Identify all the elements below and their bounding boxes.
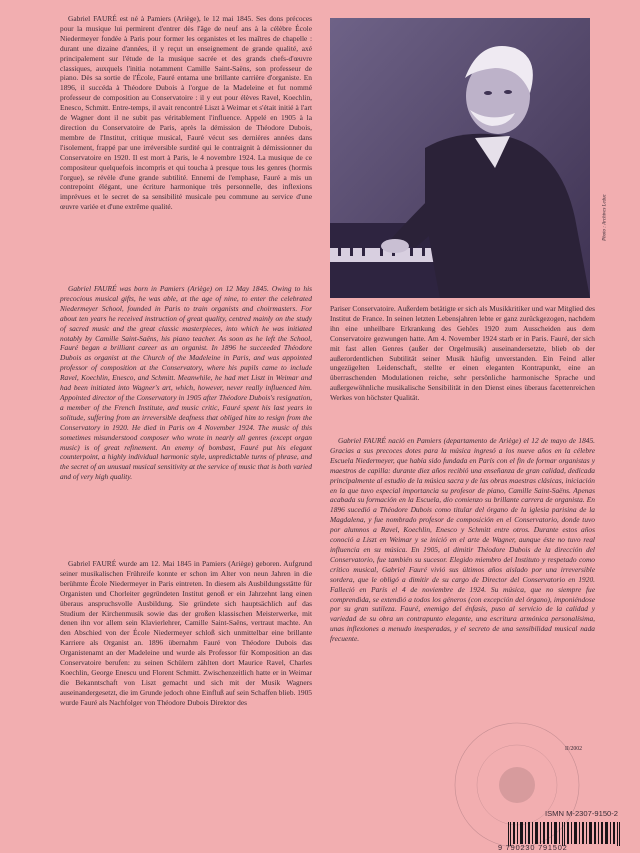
biography-spanish [330, 436, 595, 644]
paragraph-english: Gabriel FAURÉ was born in Pamiers (Ariège) on 12 May 1845. Owing to his precocious musical gifts, he was able, at the age of nine, to enter the celebrated Niedermeyer School, founded in Paris to train organists and choirmasters. For about ten years he received instruction of great quality, centred mainly on the study of sacred music and the great classic masterpieces, into which he was initiated notably by Camille Saint-Saëns, his piano teacher. As soon as he left the School, Fauré began a brilliant career as an organist. In 1896 he succeeded Théodore Dubois as organist at the Church of the Madeleine in Paris, and was appointed professor of composition at the Conservatory, where his pupils came to include Ravel, Koechlin, Enesco, and Schmitt. Meanwhile, he had met Liszt in Weimar and had been initiated into Wagner's art, which, however, never really influenced him. Appointed director of the Conservatory in 1905 after Théodore Dubois's resignation, a member of the French Institute, and music critic, Fauré spent his last years in solitude, suffering from an irreversible deafness that obliged him to resign from the Conservatory in 1920. He died in Paris on 4 November 1924. The music of this sometimes misunderstood composer who wrote in nearly all genres (except organ music) is of great refinement. An enemy of bombast, Fauré put his elegant counterpoint, a highly individual harmonic style, unpredictable turns of phrase, and the secret of an unusual musical sensitivity at the service of music that is both varied and of very high quality. [60, 284, 312, 482]
paragraph-spanish: Gabriel FAURÉ nació en Pamiers (departamento de Ariège) el 12 de mayo de 1845. Gracias a sus precoces dotes para la música ingresó a los nueve años en la célebre Escuela Niedermeyer, que había sido fundada en París con el fin de formar organistas y maestros de capilla: durante diez años recibió una enseñanza de gran calidad, dedicada principalmente al estudio de la música sacra y de las obras maestras clásicas, iniciación en la que tuvo especial importancia su profesor de piano, Camille Saint-Saëns. Apenas acabada su formación en la Escuela, dio comienzo su brillante carrera de organista. En 1896 sucedió a Théodore Dubois como titular del órgano de la iglesia parisina de la Magdalena, y fue nombrado profesor de composición en el Conservatorio, donde tuvo por alumnos a Ravel, Koechlin, Enesco y Schmitt entre otros. Durante estos años conoció a Liszt en Weimar y se inició en el arte de Wagner, aunque éste no tuvo real influencia en su música. En 1905, al dimitir Théodore Dubois de la dirección del Conservatorio, fue también su sucesor. Elegido miembro del Instituto y respetado como crítico musical, Gabriel Fauré vivió sus últimos años aislado por una irreversible sordera, que le obligó a dimitir de su cargo de Director del Conservatorio en 1920. Falleció en París el 4 de noviembre de 1924. Su música, que no siempre fue comprendida, se extendió a todos los géneros (con excepción del órgano), imponiéndose por su gran sutileza. Fauré, enemigo del énfasis, puso al servicio de la calidad y variedad de su obra un contrapunto elegante, una escritura armónica personalísima, unas inflexiones a menudo inesperadas, y el secreto de una sensibilidad musical nada frecuente. [330, 436, 595, 644]
paragraph-german-continued: Pariser Conservatoire. Außerdem betätigte er sich als Musikkritiker und war Mitglied des Institut de France. In seinen letzten Lebensjahren lebte er ganz zurückgezogen, nachdem ihn eine unheilbare Erkrankung des Gehörs 1920 zum Ausscheiden aus dem Conservatoire gezwungen hatte. Am 4. November 1924 starb er in Paris. Fauré, der sich mit fast allen Genres (außer der Orgelmusik) auseinandersetzte, blieb ob der außerordentlichen Subtilität seiner Musik häufig unverstanden. Ein Feind aller ungezügelten Leidenschaft, stellte er einen eleganten Kontrapunkt, eine an überraschenden Modulationen reiche, sehr persönliche harmonische Sprache und außergewöhnliche musikalische Sensibilität in den Dienst eines überaus facettenreichen Werkes von höchster Qualität. [330, 304, 595, 403]
biography-english [60, 284, 312, 482]
photo-credit [600, 155, 608, 295]
edition-code: II/2002 [565, 746, 583, 752]
photo-credit-text: Photo : Archives Leduc [602, 194, 608, 241]
paragraph-french: Gabriel FAURÉ est né à Pamiers (Ariège), le 12 mai 1845. Ses dons précoces pour la musique lui permirent d'entrer dès l'âge de neuf ans à la célèbre École Niedermeyer fondée à Paris pour former les organistes et les maîtres de chapelle : durant une dizaine d'années, il y reçut un enseignement de grande qualité, axé principalement sur l'étude de la musique sacrée et des grands chefs-d'œuvre classiques, auxquels l'initia notamment Camille Saint-Saëns, son professeur de piano. Dès sa sortie de l'École, Fauré entama une brillante carrière d'organiste. En 1896, il succéda à Théodore Dubois à l'orgue de la Madeleine et fut nommé professeur de composition au Conservatoire : il y eut pour élèves Ravel, Koechlin, Enesco, Schmitt. Entre-temps, il avait rencontré Liszt à Weimar et s'était initié à l'art de Wagner dont il ne subit pas véritablement l'influence. Appelé en 1905 à la direction du Conservatoire de Paris, après la démission de Théodore Dubois, membre de l'Institut, critique musical, Fauré vécut ses dernières années dans l'isolement, frappé par une irréversible surdité qui le contraignit à démissionner du Conservatoire en 1920. Il est mort à Paris, le 4 novembre 1924. La musique de ce compositeur quelquefois incompris et qui toucha à presque tous les genres (hormis l'orgue), se révèle d'une grande subtilité. Ennemi de l'emphase, Fauré a mis un contrepoint élégant, une écriture harmonique très personnelle, des inflexions imprévues et le secret de sa sensibilité musicale peu commune au service d'une œuvre variée et d'une extrême qualité. [60, 14, 312, 212]
paragraph-german: Gabriel FAURÉ wurde am 12. Mai 1845 in Pamiers (Ariège) geboren. Aufgrund seiner musikalischen Frühreife konnte er schon im Alter von neun Jahren in die berühmte École Niedermeyer in Paris eintreten. In diesem als Ausbildungsstätte für Organisten und Chorleiter gegründeten Institut genoß er ein Jahrzehnt lang einen überaus anspruchsvolle Ausbildung. Sie gründete sich hauptsächlich auf das Studium der Kirchenmusik sowie das der großen klassischen Meisterwerke, mit denen ihn vor allem sein Klavierlehrer, Camille Saint-Saëns, vertraut machte. An den Abschied von der École Niedermeyer schloß sich unmittelbar eine brillante Karriere als Organist an. 1896 übernahm Fauré von Théodore Dubois das Organistenamt an der Madeleine und wurde als Professor für Komposition an das Conservatoire berufen: zu seinen Schülern zählten dort Maurice Ravel, Charles Koechlin, George Enescu und Florent Schmitt. Zwischenzeitlich hatte er in Weimar die Bekanntschaft von Liszt gemacht und sich mit der Musik Wagners auseinandergesetzt, die im Grunde jedoch ohne Einfluß auf sein Schaffen blieb. 1905 wurde Fauré als Nachfolger von Théodore Dubois Direktor des [60, 559, 312, 707]
biography-french [60, 14, 312, 212]
biography-german-continued [330, 304, 595, 403]
portrait-photo [330, 18, 590, 298]
biography-german [60, 559, 312, 708]
issn-number: ISMN M-2307-9150-2 [545, 809, 619, 818]
portrait-illustration [330, 18, 590, 298]
barcode-digits: 9 790230 791502 [498, 843, 568, 852]
